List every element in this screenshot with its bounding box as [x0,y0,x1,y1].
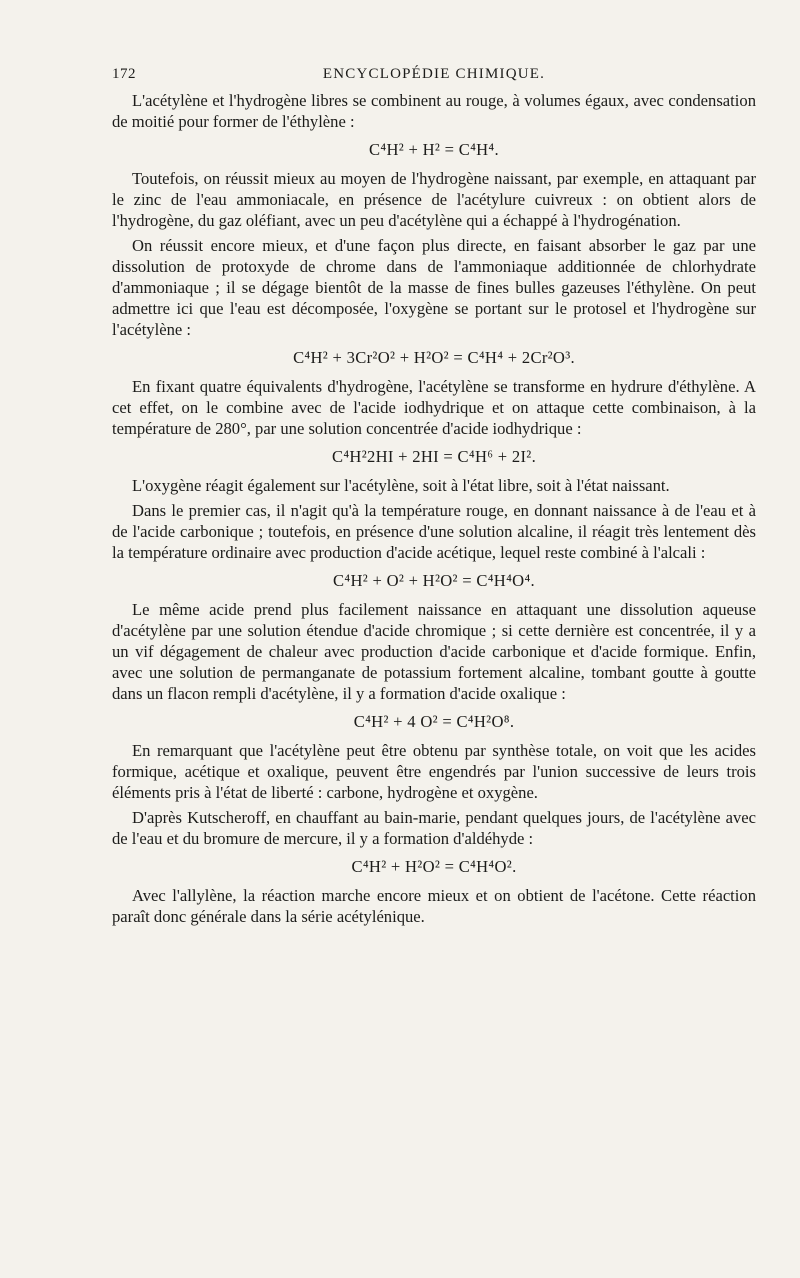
equation-3: C⁴H²2HI + 2HI = C⁴H⁶ + 2I². [331,447,537,466]
page-body [112,90,756,927]
page-number: 172 [112,66,136,82]
paragraph-9: D'après Kutscheroff, en chauffant au bain-marie, pendant quelques jours, de l'acétylène avec de l'eau et du bromure de mercure, il y a formation d'aldéhyde : [112,808,756,848]
paragraph-4: En fixant quatre équivalents d'hydrogène, l'acétylène se transforme en hydrure d'éthylène. A cet effet, on le combine avec de l'acide iodhydrique et on attaque cette combinaison, à la température de 280°, par une solution concentrée d'acide iodhydrique : [112,377,756,438]
document-page [112,62,756,1212]
equation-5: C⁴H² + 4 O² = C⁴H²O⁸. [353,712,515,731]
paragraph-7: Le même acide prend plus facilement naissance en attaquant une dissolution aqueuse d'acétylène par une solution étendue d'acide chromique ; si cette dernière est concentrée, il y a un vif dégagement de chaleur avec production d'acide carbonique et d'acide formique. Enfin, avec une solution de permanganate de potassium fortement alcaline, tombant goutte à goutte dans un flacon rempli d'acétylène, il y a formation d'acide oxalique : [112,600,756,703]
paragraph-5: L'oxygène réagit également sur l'acétylène, soit à l'état libre, soit à l'état naissant. [132,476,670,495]
equation-2: C⁴H² + 3Cr²O² + H²O² = C⁴H⁴ + 2Cr²O³. [293,348,575,367]
paragraph-3: On réussit encore mieux, et d'une façon plus directe, en faisant absorber le gaz par une dissolution de protoxyde de chrome dans de l'ammoniaque additionnée de chlorhydrate d'ammoniaque ; il se dégage bientôt de la masse de fines bulles gazeuses l'éthylène. On peut admettre ici que l'eau est décomposée, l'oxygène se portant sur le protosel et l'hydrogène sur l'acétylène : [112,236,756,339]
paragraph-1: L'acétylène et l'hydrogène libres se combinent au rouge, à volumes égaux, avec condensation de moitié pour former de l'éthylène : [112,91,756,131]
equation-6: C⁴H² + H²O² = C⁴H⁴O². [351,857,517,876]
paragraph-10: Avec l'allylène, la réaction marche encore mieux et on obtient de l'acétone. Cette réaction paraît donc générale dans la série acétylénique. [112,886,756,926]
running-title: ENCYCLOPÉDIE CHIMIQUE. [322,66,546,82]
page-header [112,62,756,90]
equation-1: C⁴H² + H² = C⁴H⁴. [369,140,499,159]
paragraph-2: Toutefois, on réussit mieux au moyen de l'hydrogène naissant, par exemple, en attaquant par le zinc de l'eau ammoniacale, en présence de l'acétylure cuivreux : on obtient alors de l'hydrogène, du gaz oléfiant, avec un peu d'acétylène qui a échappé à l'hydrogénation. [112,169,756,230]
paragraph-6: Dans le premier cas, il n'agit qu'à la température rouge, en donnant naissance à de l'eau et à de l'acide carbonique ; toutefois, en présence d'une solution alcaline, il réagit très lentement dès la température ordinaire avec production d'acide acétique, lequel reste combiné à l'alcali : [112,501,756,562]
equation-4: C⁴H² + O² + H²O² = C⁴H⁴O⁴. [333,571,535,590]
paragraph-8: En remarquant que l'acétylène peut être obtenu par synthèse totale, on voit que les acides formique, acétique et oxalique, peuvent être engendrés par l'union successive de leurs trois éléments pris à l'état de liberté : carbone, hydrogène et oxygène. [112,741,756,802]
